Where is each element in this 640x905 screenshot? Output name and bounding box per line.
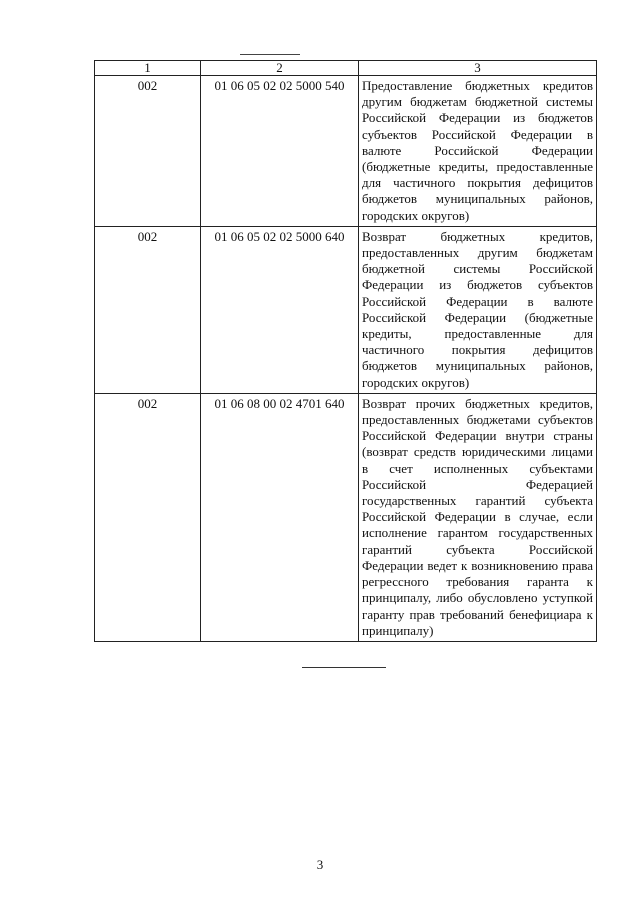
header-cell-1: 1 xyxy=(95,61,201,76)
classification-code-cell: 01 06 05 02 02 5000 640 xyxy=(201,226,359,393)
top-separator-line xyxy=(240,54,300,55)
description-cell: Возврат бюджетных кредитов, предоставленных другим бюджетам бюджетной системы Российской Федерации из бюджетов субъектов Российской Федерации в валюте Российской Федерации (бюджетные кредиты, предоставленные для частичного покрытия дефицитов бюджетов муниципальных районов, городских округов) xyxy=(359,226,597,393)
table-row xyxy=(95,226,597,393)
budget-sources-table xyxy=(94,60,597,642)
description-cell: Возврат прочих бюджетных кредитов, предоставленных бюджетами субъектов Российской Федерации внутри страны (возврат средств юридическими лицами в счет исполненных субъектами Российской Федерацией государственных гарантий субъекта Российской Федерации в случае, если исполнение гарантом государственных гарантий субъекта Российской Федерации ведет к возникновению права регрессного требования гаранта к принципалу, либо обусловлено уступкой гаранту прав требований бенефициара к принципалу) xyxy=(359,393,597,641)
description-cell: Предоставление бюджетных кредитов другим бюджетам бюджетной системы Российской Федерации из бюджетов субъектов Российской Федерации в валюте Российской Федерации (бюджетные кредиты, предоставленные для частичного покрытия дефицитов бюджетов муниципальных районов, городских округов) xyxy=(359,76,597,227)
table-header-row xyxy=(95,61,597,76)
admin-code-cell: 002 xyxy=(95,76,201,227)
table-row xyxy=(95,393,597,641)
end-separator-line xyxy=(302,667,386,668)
admin-code-cell: 002 xyxy=(95,226,201,393)
admin-code-cell: 002 xyxy=(95,393,201,641)
header-cell-3: 3 xyxy=(359,61,597,76)
classification-code-cell: 01 06 05 02 02 5000 540 xyxy=(201,76,359,227)
page-number: 3 xyxy=(316,857,324,872)
classification-code-cell: 01 06 08 00 02 4701 640 xyxy=(201,393,359,641)
table-row xyxy=(95,76,597,227)
header-cell-2: 2 xyxy=(201,61,359,76)
